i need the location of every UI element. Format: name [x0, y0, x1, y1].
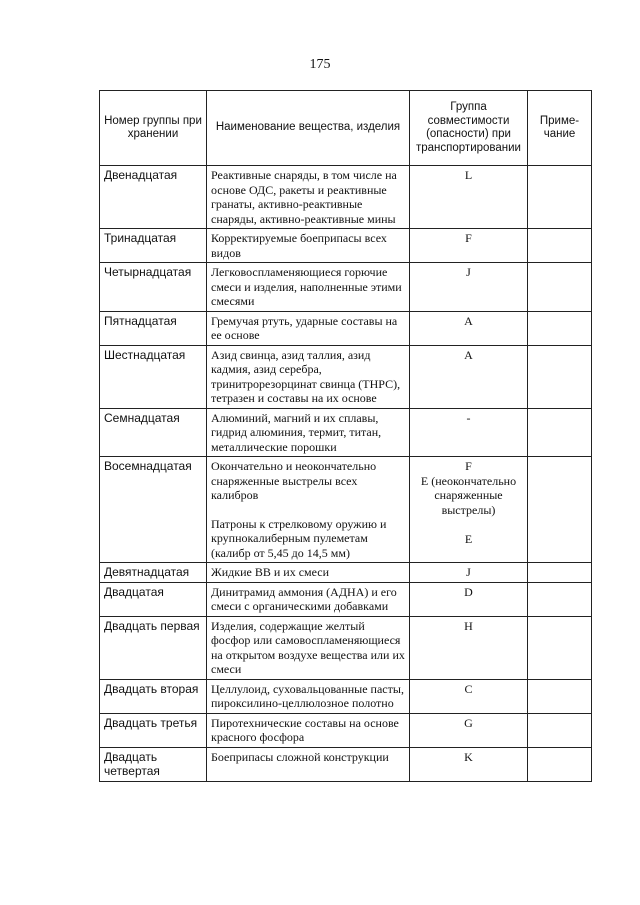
table-row — [100, 747, 592, 781]
compat-cell: L — [410, 166, 528, 229]
compat-part-b: E (неокончательно снаряженные выстрелы) — [420, 473, 517, 517]
header-group: Номер группы при хранении — [100, 91, 207, 166]
group-cell: Двадцатая — [100, 582, 207, 616]
group-cell: Тринадцатая — [100, 229, 207, 263]
substance-part-b: Патроны к стрелковому оружию и крупнокалиберным пулеметам (калибр от 5,45 до 14,5 мм) — [211, 516, 387, 560]
note-cell — [528, 747, 592, 781]
group-cell: Девятнадцатая — [100, 563, 207, 583]
group-cell: Двенадцатая — [100, 166, 207, 229]
table-row — [100, 263, 592, 312]
table-row — [100, 679, 592, 713]
table-header-row — [100, 91, 592, 166]
note-cell — [528, 263, 592, 312]
compat-cell: J — [410, 263, 528, 312]
compat-cell: A — [410, 345, 528, 408]
group-cell: Двадцать вторая — [100, 679, 207, 713]
group-cell: Восемнадцатая — [100, 457, 207, 563]
note-cell — [528, 408, 592, 457]
substance-cell: Жидкие ВВ и их смеси — [207, 563, 410, 583]
note-cell — [528, 311, 592, 345]
substance-cell — [207, 457, 410, 563]
table-row — [100, 457, 592, 563]
table-row — [100, 166, 592, 229]
note-cell — [528, 616, 592, 679]
group-cell: Шестнадцатая — [100, 345, 207, 408]
substance-cell: Азид свинца, азид таллия, азид кадмия, азид серебра, тринитрорезорцинат свинца (ТНРС), тетразен и составы на их основе — [207, 345, 410, 408]
compat-cell: D — [410, 582, 528, 616]
compat-part-a: F — [465, 459, 472, 473]
compat-cell: K — [410, 747, 528, 781]
compat-cell: J — [410, 563, 528, 583]
substance-cell: Целлулоид, суховальцованные пасты, пироксилино-целлюлозное полотно — [207, 679, 410, 713]
note-cell — [528, 713, 592, 747]
page-number: 175 — [309, 57, 331, 72]
group-cell: Семнадцатая — [100, 408, 207, 457]
table-row — [100, 345, 592, 408]
note-cell — [528, 582, 592, 616]
note-cell — [528, 345, 592, 408]
substance-cell: Корректируемые боеприпасы всех видов — [207, 229, 410, 263]
substance-cell: Динитрамид аммония (АДНА) и его смеси с органическими добавками — [207, 582, 410, 616]
compat-part-c: E — [464, 532, 473, 546]
table-row — [100, 563, 592, 583]
table-row — [100, 229, 592, 263]
group-cell: Пятнадцатая — [100, 311, 207, 345]
group-cell: Двадцать четвертая — [100, 747, 207, 781]
group-cell: Четырнадцатая — [100, 263, 207, 312]
header-note: Приме-чание — [528, 91, 592, 166]
table-row — [100, 582, 592, 616]
note-cell — [528, 457, 592, 563]
group-cell: Двадцать третья — [100, 713, 207, 747]
substance-cell: Боеприпасы сложной конструкции — [207, 747, 410, 781]
compat-cell: - — [410, 408, 528, 457]
note-cell — [528, 679, 592, 713]
substance-cell: Реактивные снаряды, в том числе на основе ОДС, ракеты и реактивные гранаты, активно-реактивные снаряды, активно-реактивные мины — [207, 166, 410, 229]
substance-cell: Пиротехнические составы на основе красного фосфора — [207, 713, 410, 747]
header-substance: Наименование вещества, изделия — [207, 91, 410, 166]
compat-cell: F — [410, 229, 528, 263]
compat-cell — [410, 457, 528, 563]
note-cell — [528, 563, 592, 583]
table-row — [100, 713, 592, 747]
substance-part-a: Окончательно и неокончательно снаряженные выстрелы всех калибров — [211, 459, 377, 502]
compat-cell: A — [410, 311, 528, 345]
substance-cell: Легковоспламеняющиеся горючие смеси и изделия, наполненные этими смесями — [207, 263, 410, 312]
note-cell — [528, 229, 592, 263]
compat-cell: G — [410, 713, 528, 747]
note-cell — [528, 166, 592, 229]
table-row — [100, 408, 592, 457]
compat-cell: C — [410, 679, 528, 713]
group-cell: Двадцать первая — [100, 616, 207, 679]
compat-cell: H — [410, 616, 528, 679]
substance-cell: Алюминий, магний и их сплавы, гидрид алюминия, термит, титан, металлические порошки — [207, 408, 410, 457]
storage-groups-table — [99, 90, 592, 782]
substance-cell: Гремучая ртуть, ударные составы на ее основе — [207, 311, 410, 345]
table-row — [100, 311, 592, 345]
table-row — [100, 616, 592, 679]
header-compat: Группа совместимости (опасности) при транспортировании — [410, 91, 528, 166]
substance-cell: Изделия, содержащие желтый фосфор или самовоспламеняющиеся на открытом воздухе вещества или их смеси — [207, 616, 410, 679]
